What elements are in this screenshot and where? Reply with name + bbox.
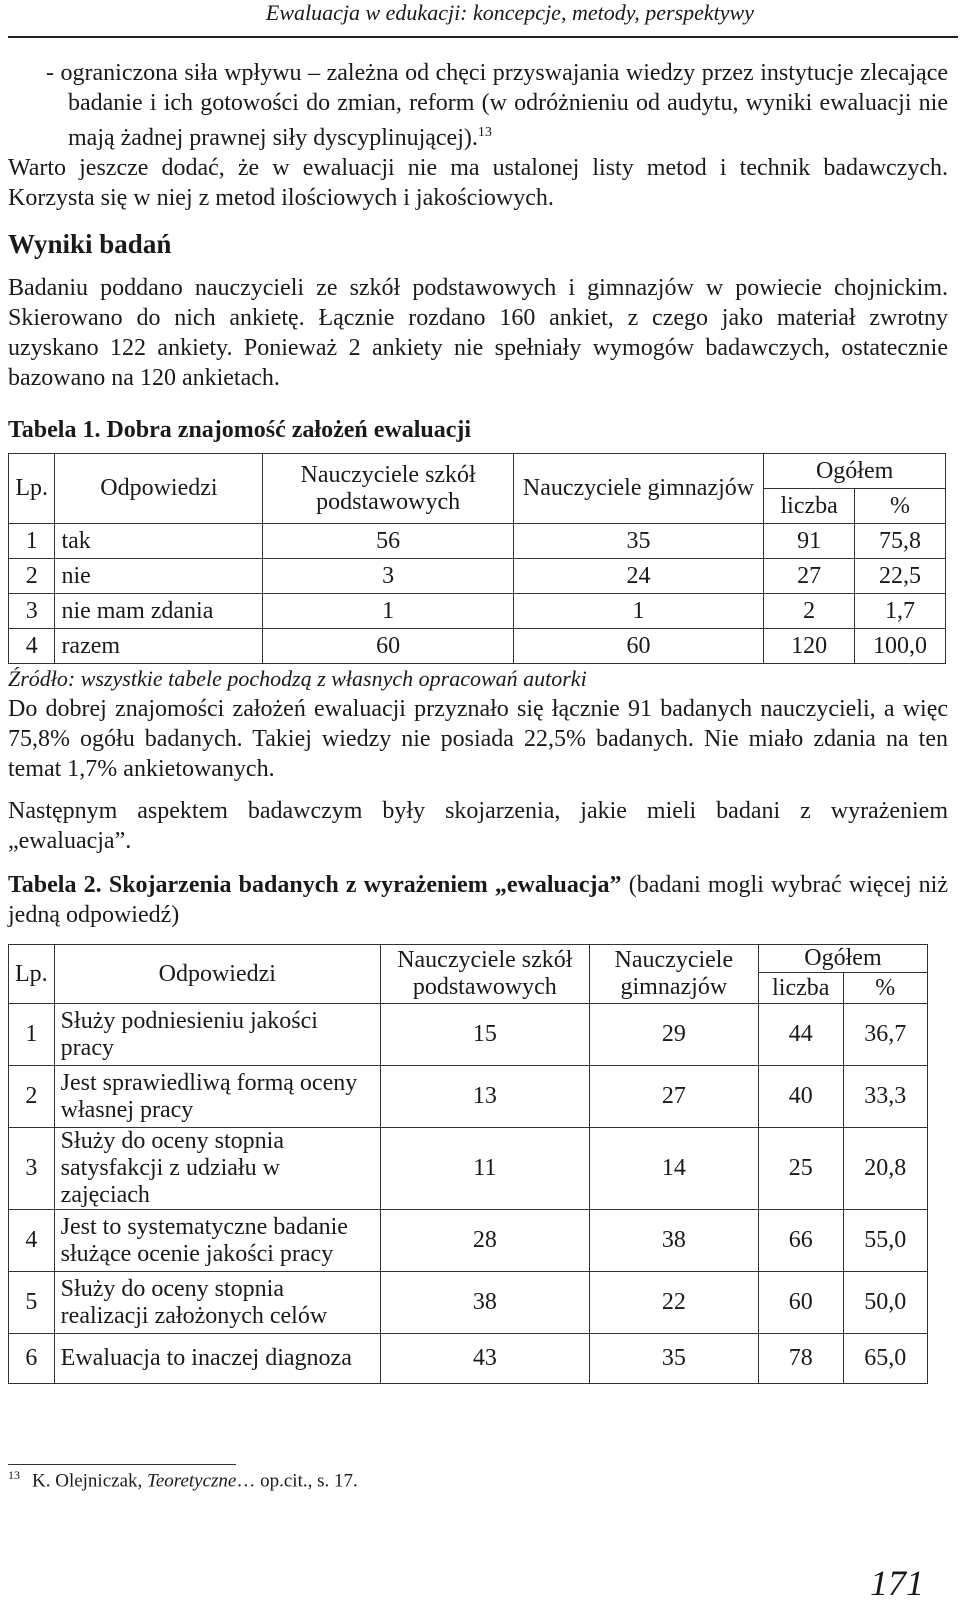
table-source-note: Źródło: wszystkie tabele pochodzą z własnych opracowań autorki <box>8 666 587 691</box>
t2-header-total: Ogółem <box>758 945 927 973</box>
page-number: 171 <box>870 1563 924 1603</box>
footnote-mark: 13 <box>8 1468 20 1482</box>
t2-header-pct: % <box>843 973 927 1004</box>
table1 <box>8 453 946 664</box>
t2-header-lp: Lp. <box>9 945 55 1004</box>
footnote: $^{13}$ K. Olejniczak, Teoretyczne… op.cit., s. 17. <box>8 1468 358 1492</box>
bullet-text: - ograniczona siła wpływu – zależna od chęci przyswajania wiedzy przez instytucje zlecające badanie i ich gotowości do zmian, reform (w odróżnieniu od audytu, wyniki ewaluacji nie mają żadnej prawnej siły dyscyplinującej). <box>46 60 948 151</box>
table2 <box>8 944 928 1384</box>
bullet-paragraph <box>8 58 948 153</box>
table-row: 6 Ewaluacja to inaczej diagnoza 43 35 78 65,0 <box>9 1334 928 1384</box>
paragraph-results: Do dobrej znajomości założeń ewaluacji przyznało się łącznie 91 badanych nauczycieli, a więc 75,8% ogółu badanych. Takiej wiedzy nie posiada 22,5% badanych. Nie miało zdania na ten temat 1,7% ankietowanych. <box>8 696 948 782</box>
t1-header-lp: Lp. <box>9 454 55 524</box>
table-row: 3 nie mam zdania 1 1 2 1,7 <box>9 594 946 629</box>
table-row: 4 Jest to systematyczne badanie służące ocenie jakości pracy 28 38 66 55,0 <box>9 1210 928 1272</box>
running-title: Ewaluacja w edukacji: koncepcje, metody, perspektywy <box>265 0 754 25</box>
table2-caption: Tabela 2. Skojarzenia badanych z wyrażeniem „ewaluacja” (badani mogli wybrać więcej niż jedną odpowiedź) <box>8 872 948 928</box>
table-row: 1 Służy podniesieniu jakości pracy 15 29 44 36,7 <box>9 1004 928 1066</box>
footnote-rule <box>8 1464 236 1465</box>
t2-header-count: liczba <box>758 973 843 1004</box>
t1-header-count: liczba <box>764 489 855 524</box>
t1-header-answers: Odpowiedzi <box>55 454 263 524</box>
footnote-title: Teoretyczne <box>147 1470 237 1492</box>
t2-header-primary: Nauczyciele szkół podstawowych <box>380 945 589 1004</box>
table-row: 2 Jest sprawiedliwą formą oceny własnej pracy 13 27 40 33,3 <box>9 1066 928 1128</box>
footnote-ref[interactable]: 13 <box>477 125 492 140</box>
table-row: 5 Służy do oceny stopnia realizacji założonych celów 38 22 60 50,0 <box>9 1272 928 1334</box>
t2-header-gymnasium: Nauczyciele gimnazjów <box>589 945 758 1004</box>
table1-caption: Tabela 1. Dobra znajomość założeń ewaluacji <box>8 417 472 443</box>
t1-header-pct: % <box>855 489 946 524</box>
paragraph-next-aspect: Następnym aspektem badawczym były skojarzenia, jakie mieli badani z wyrażeniem „ewaluacja”. <box>8 798 948 854</box>
paragraph-methods: Warto jeszcze dodać, że w ewaluacji nie ma ustalonej listy metod i technik badawczych. Korzysta się w niej z metod ilościowych i jakościowych. <box>8 155 948 211</box>
page-content <box>8 58 948 1384</box>
t1-header-primary: Nauczyciele szkół podstawowych <box>263 454 513 524</box>
table-row: 2 nie 3 24 27 22,5 <box>9 559 946 594</box>
t1-header-gymnasium: Nauczyciele gimnazjów <box>513 454 763 524</box>
table-row: 4 razem 60 60 120 100,0 <box>9 629 946 664</box>
paragraph-research: Badaniu poddano nauczycieli ze szkół podstawowych i gimnazjów w powiecie chojnickim. Skierowano do nich ankietę. Łącznie rozdano 160 ankiet, z czego jako materiał zwrotny uzyskano 122 ankiety. Ponieważ 2 ankiety nie spełniały wymogów badawczych, ostatecznie bazowano na 120 ankietach. <box>8 275 948 391</box>
table-row: 1 tak 56 35 91 75,8 <box>9 524 946 559</box>
t1-header-total: Ogółem <box>764 454 946 489</box>
table-row: 3 Służy do oceny stopnia satysfakcji z udziału w zajęciach 11 14 25 20,8 <box>9 1128 928 1210</box>
t2-header-answers: Odpowiedzi <box>54 945 380 1004</box>
running-header <box>0 0 960 40</box>
section-heading: Wyniki badań <box>8 229 172 259</box>
header-rule <box>8 36 958 38</box>
